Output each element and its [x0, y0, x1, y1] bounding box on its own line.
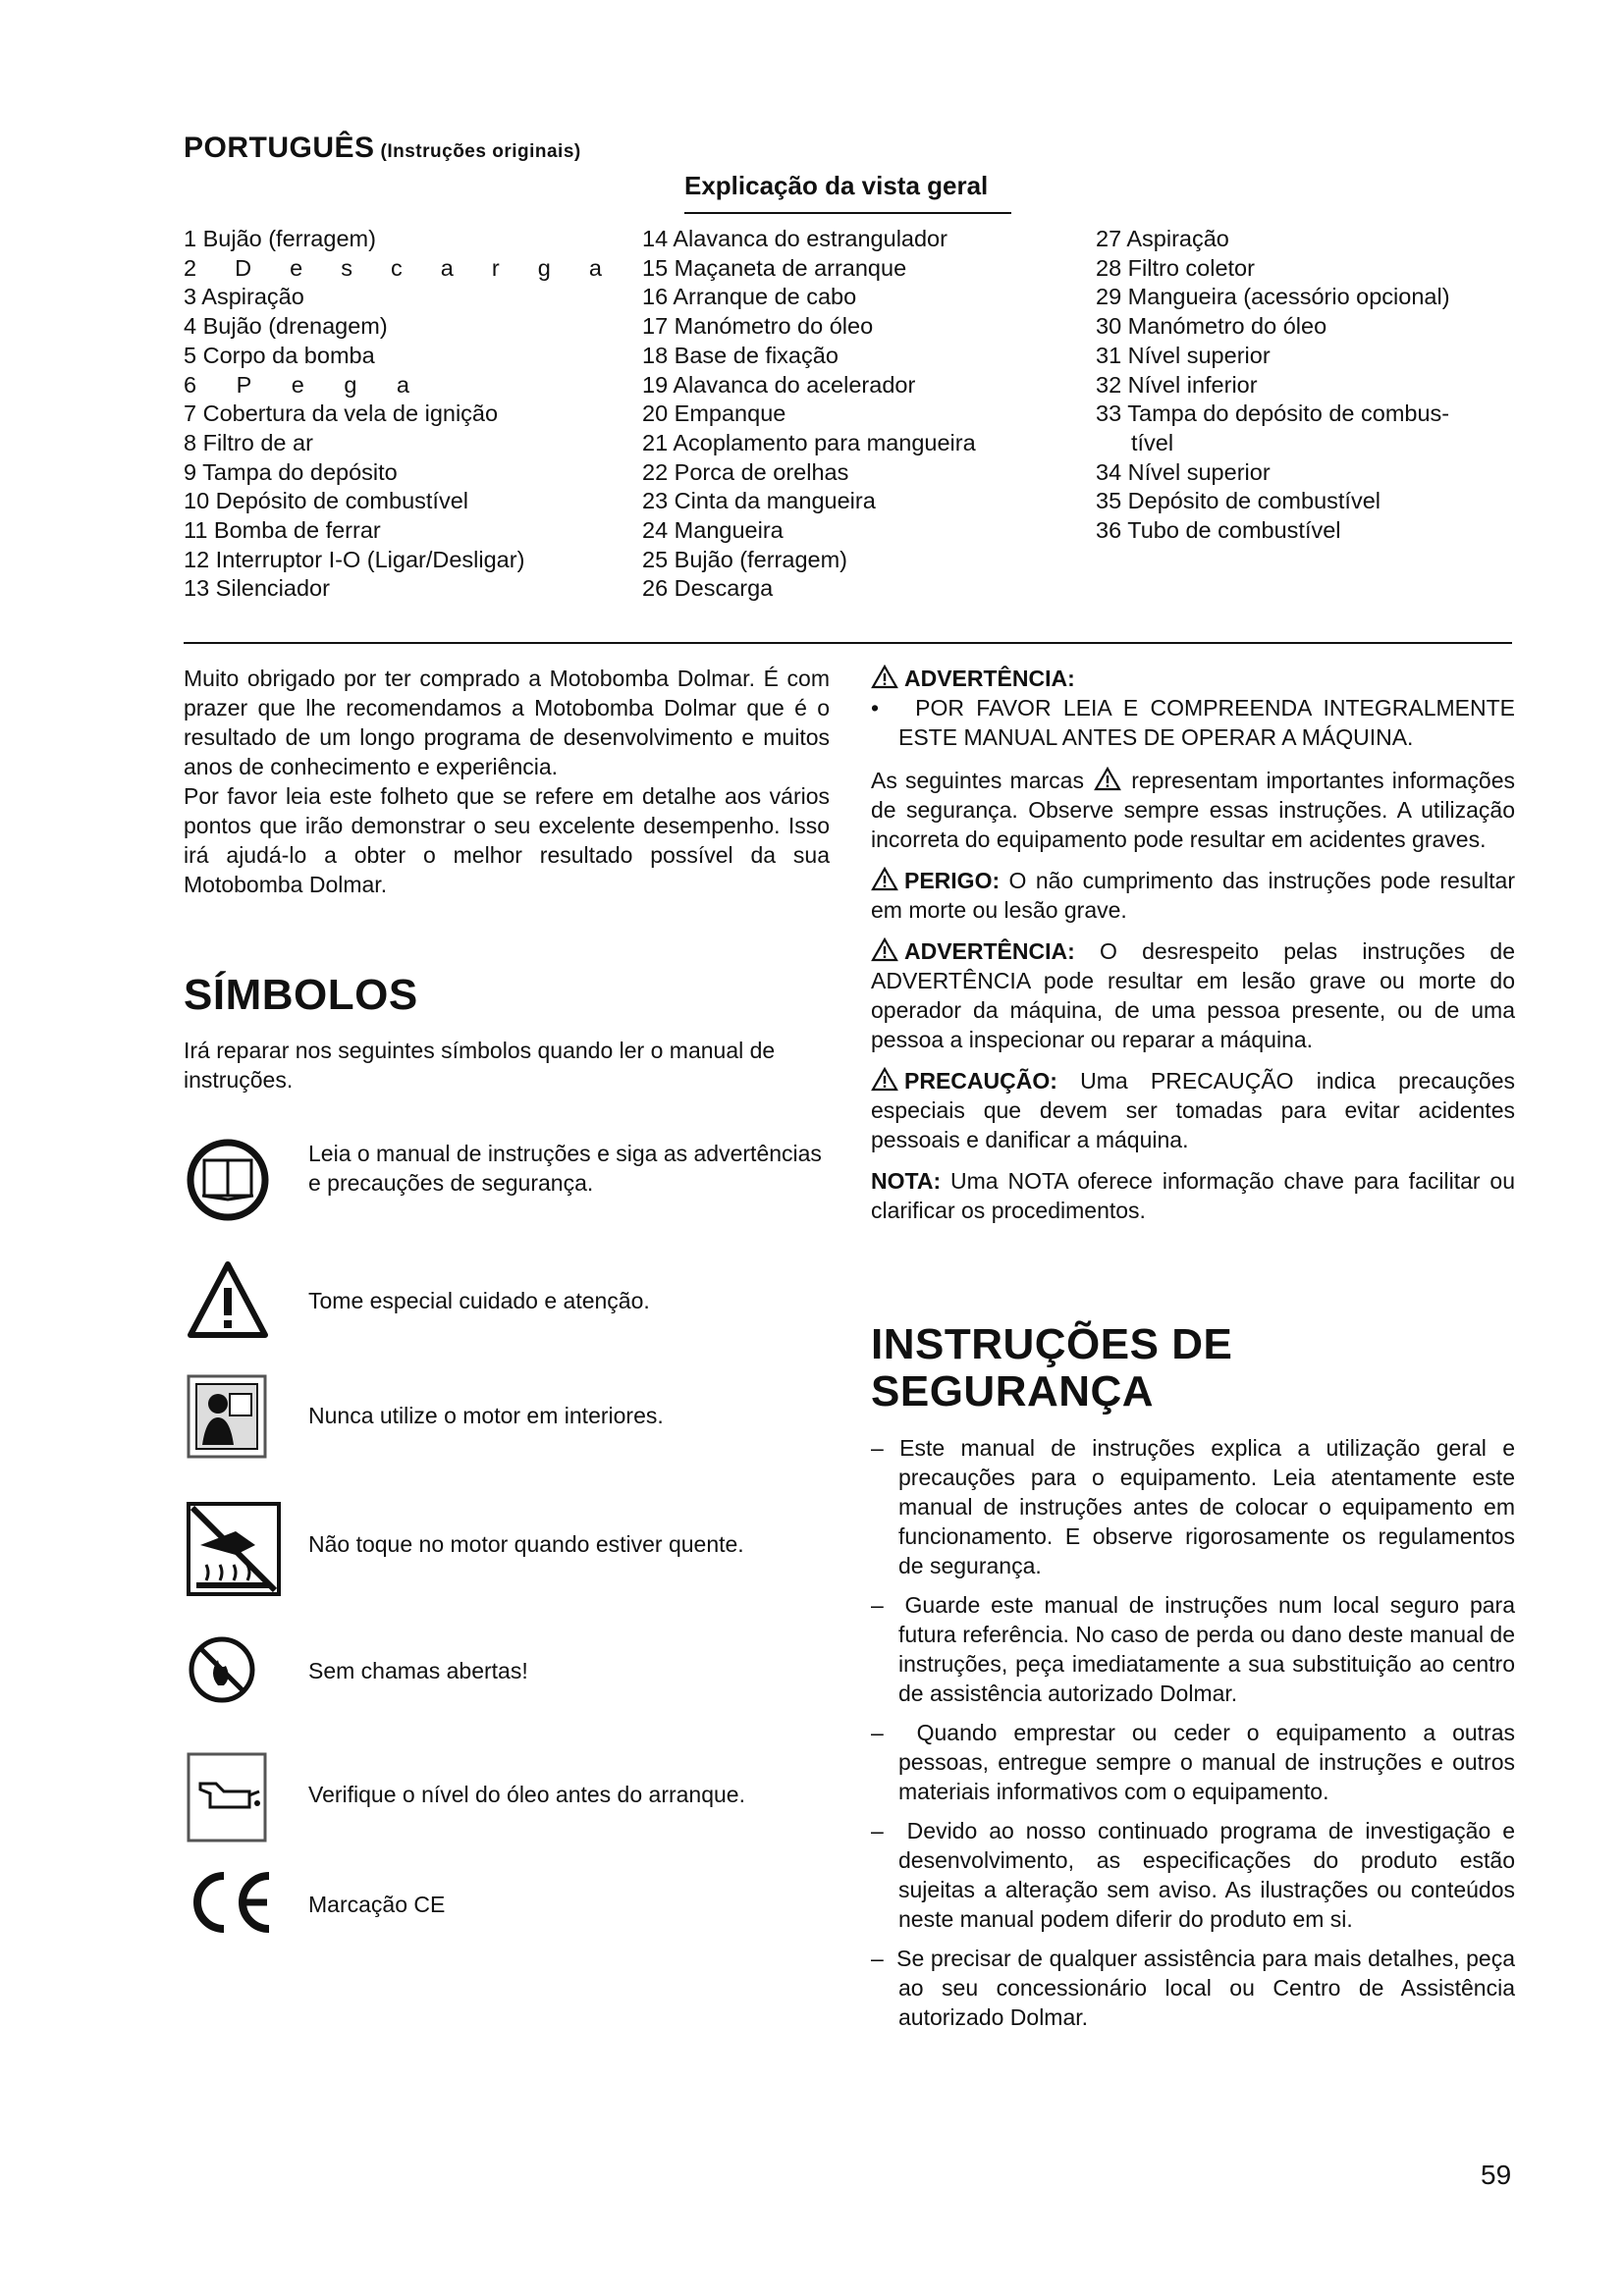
symbol-description: Verifique o nível do óleo antes do arranque.: [308, 1782, 745, 1807]
symbol-description: Marcação CE: [308, 1892, 446, 1917]
symbols-title: SÍMBOLOS: [184, 971, 418, 1019]
part-item: 27 Aspiração: [1096, 226, 1229, 251]
page-number: 59: [1481, 2160, 1512, 2190]
part-item: 35 Depósito de combustível: [1096, 488, 1380, 514]
part-item: 9 Tampa do depósito: [184, 458, 398, 485]
no-indoor-use-icon: [187, 1374, 267, 1459]
warning-triangle-icon: [871, 1067, 898, 1092]
symbol-description: Tome especial cuidado e atenção.: [308, 1288, 650, 1313]
warning-triangle-icon: [871, 937, 898, 962]
marks-paragraph: As seguintes marcas representam importantes informações de segurança. Observe sempre essas instruções. A utilização incorreta do equipamento pode resultar em acidentes graves.: [871, 768, 1516, 852]
safety-item: – Devido ao nosso continuado programa de investigação e desenvolvimento, as especificações do produto estão sujeitas a alteração sem aviso. As ilustrações ou conteúdos neste manual podem diferir do produto em si.: [871, 1818, 1515, 1932]
symbol-description: Não toque no motor quando estiver quente.: [308, 1531, 744, 1557]
part-item: 26 Descarga: [642, 575, 774, 602]
symbols-intro: Irá reparar nos seguintes símbolos quando ler o manual de instruções.: [184, 1038, 776, 1093]
symbol-row: [187, 1870, 835, 1949]
safety-list: [871, 1433, 1515, 2042]
symbol-row: [187, 1256, 835, 1350]
part-item: 25 Bujão (ferragem): [642, 546, 847, 572]
part-item: 10 Depósito de combustível: [184, 488, 468, 514]
warning-triangle-icon: [871, 665, 898, 689]
part-item: 28 Filtro coletor: [1096, 254, 1255, 281]
part-item-continuation: tível: [1131, 429, 1174, 455]
caution-notice: PRECAUÇÃO: Uma PRECAUÇÃO indica precauções especiais que devem ser tomadas para evitar acidentes pessoais e danificar a máquina.: [871, 1068, 1515, 1152]
intro-paragraph: Por favor leia este folheto que se refere em detalhe aos vários pontos que irão demonstrar o seu excelente desempenho. Isso irá ajudá-lo a obter o melhor resultado possível da sua Motobomba Dolmar.: [184, 783, 830, 897]
part-item: 12 Interruptor I-O (Ligar/Desligar): [184, 546, 525, 572]
part-item: 13 Silenciador: [184, 575, 330, 602]
safety-title: INSTRUÇÕES DE SEGURANÇA: [871, 1320, 1233, 1415]
symbol-description: Nunca utilize o motor em interiores.: [308, 1403, 664, 1428]
intro-paragraph: Muito obrigado por ter comprado a Motobomba Dolmar. É com prazer que lhe recomendamos a Motobomba Dolmar que é o resultado de um longo programa de desenvolvimento e muitos anos de conhecimento e experiência.: [184, 666, 830, 779]
warning-triangle-icon: [1094, 767, 1121, 791]
symbol-row: [187, 1752, 835, 1845]
language-label: PORTUGUÊS: [184, 132, 375, 164]
part-item: 29 Mangueira (acessório opcional): [1096, 284, 1450, 310]
part-item: 34 Nível superior: [1096, 458, 1271, 485]
warning-notice: ADVERTÊNCIA: O desrespeito pelas instruções de ADVERTÊNCIA pode resultar em lesão grave ou morte do operador da máquina, de uma pessoa presente, ou de uma pessoa a inspecionar ou reparar a máquina.: [871, 938, 1515, 1052]
part-item: 31 Nível superior: [1096, 342, 1271, 368]
symbol-description: Leia o manual de instruções e siga as advertências e precauções de segurança.: [308, 1141, 822, 1196]
safety-item: – Guarde este manual de instruções num local seguro para futura referência. No caso de perda ou dano deste manual de instruções, peça imediatamente a sua substituição ao centro de assistência autorizado Dolmar.: [871, 1592, 1515, 1706]
part-item: 17 Manómetro do óleo: [642, 313, 874, 340]
warning-section: [871, 664, 1515, 1225]
part-item: 4 Bujão (drenagem): [184, 313, 388, 340]
part-item-spaced: 6 P e g a: [184, 371, 409, 398]
symbol-row: [187, 1139, 835, 1227]
warning-bullet: • POR FAVOR LEIA E COMPREENDA INTEGRALMENTE ESTE MANUAL ANTES DE OPERAR A MÁQUINA.: [871, 695, 1515, 750]
note-notice: NOTA: Uma NOTA oferece informação chave para facilitar ou clarificar os procedimentos.: [871, 1168, 1516, 1223]
part-item: 22 Porca de orelhas: [642, 458, 849, 485]
danger-notice: PERIGO: O não cumprimento das instruções pode resultar em morte ou lesão grave.: [871, 868, 1516, 923]
overview-title: Explicação da vista geral: [684, 171, 989, 200]
part-item: 3 Aspiração: [184, 284, 304, 310]
symbol-row: [187, 1502, 835, 1600]
part-item: 19 Alavanca do acelerador: [642, 371, 916, 398]
part-item: 20 Empanque: [642, 400, 786, 427]
parts-column-2: [642, 225, 976, 604]
part-item: 32 Nível inferior: [1096, 371, 1258, 398]
parts-column-3: [1096, 225, 1450, 546]
parts-column-1: [184, 225, 602, 604]
part-item: 30 Manómetro do óleo: [1096, 313, 1327, 340]
hot-surface-icon: [187, 1502, 281, 1596]
section-divider: [184, 642, 1512, 644]
safety-item: – Este manual de instruções explica a utilização geral e precauções para o equipamento. Leia atentamente este manual de instruções antes de colocar o equipamento em funcionamento. E observe rigorosamente os regulamentos de segurança.: [871, 1435, 1515, 1578]
warning-heading: ADVERTÊNCIA:: [871, 664, 1515, 693]
symbol-row: [187, 1374, 835, 1463]
part-item: 18 Base de fixação: [642, 342, 839, 368]
part-item: 36 Tubo de combustível: [1096, 517, 1341, 544]
part-item: 16 Arranque de cabo: [642, 284, 857, 310]
part-item-spaced: 2 D e s c a r g a: [184, 254, 602, 281]
ce-mark-icon: [187, 1870, 275, 1935]
part-item: 15 Maçaneta de arranque: [642, 254, 907, 281]
language-note: (Instruções originais): [380, 141, 581, 162]
part-item: 21 Acoplamento para mangueira: [642, 429, 976, 455]
symbol-description: Sem chamas abertas!: [308, 1658, 528, 1683]
read-manual-icon: [187, 1139, 269, 1221]
part-item: 1 Bujão (ferragem): [184, 226, 376, 251]
part-item: 14 Alavanca do estrangulador: [642, 226, 947, 251]
part-item: 5 Corpo da bomba: [184, 342, 375, 368]
warning-triangle-icon: [187, 1258, 269, 1341]
overview-title-underline: [684, 212, 1011, 214]
safety-item: – Quando emprestar ou ceder o equipamento a outras pessoas, entregue sempre o manual de instruções e outros materiais informativos com o equipamento.: [871, 1720, 1515, 1804]
part-item: 8 Filtro de ar: [184, 429, 313, 455]
no-open-flame-icon: [187, 1634, 257, 1705]
part-item: 7 Cobertura da vela de ignição: [184, 400, 499, 427]
safety-item: – Se precisar de qualquer assistência para mais detalhes, peça ao seu concessionário local ou Centro de Assistência autorizado Dolmar.: [871, 1946, 1515, 2030]
warning-triangle-icon: [871, 867, 898, 891]
symbol-row: [187, 1634, 835, 1713]
language-heading: [184, 132, 581, 165]
part-item: 24 Mangueira: [642, 517, 784, 544]
part-item: 33 Tampa do depósito de combus-: [1096, 400, 1450, 427]
part-item: 23 Cinta da mangueira: [642, 488, 876, 514]
intro-section: [184, 664, 830, 899]
oil-check-icon: [187, 1752, 267, 1842]
part-item: 11 Bomba de ferrar: [184, 517, 381, 544]
